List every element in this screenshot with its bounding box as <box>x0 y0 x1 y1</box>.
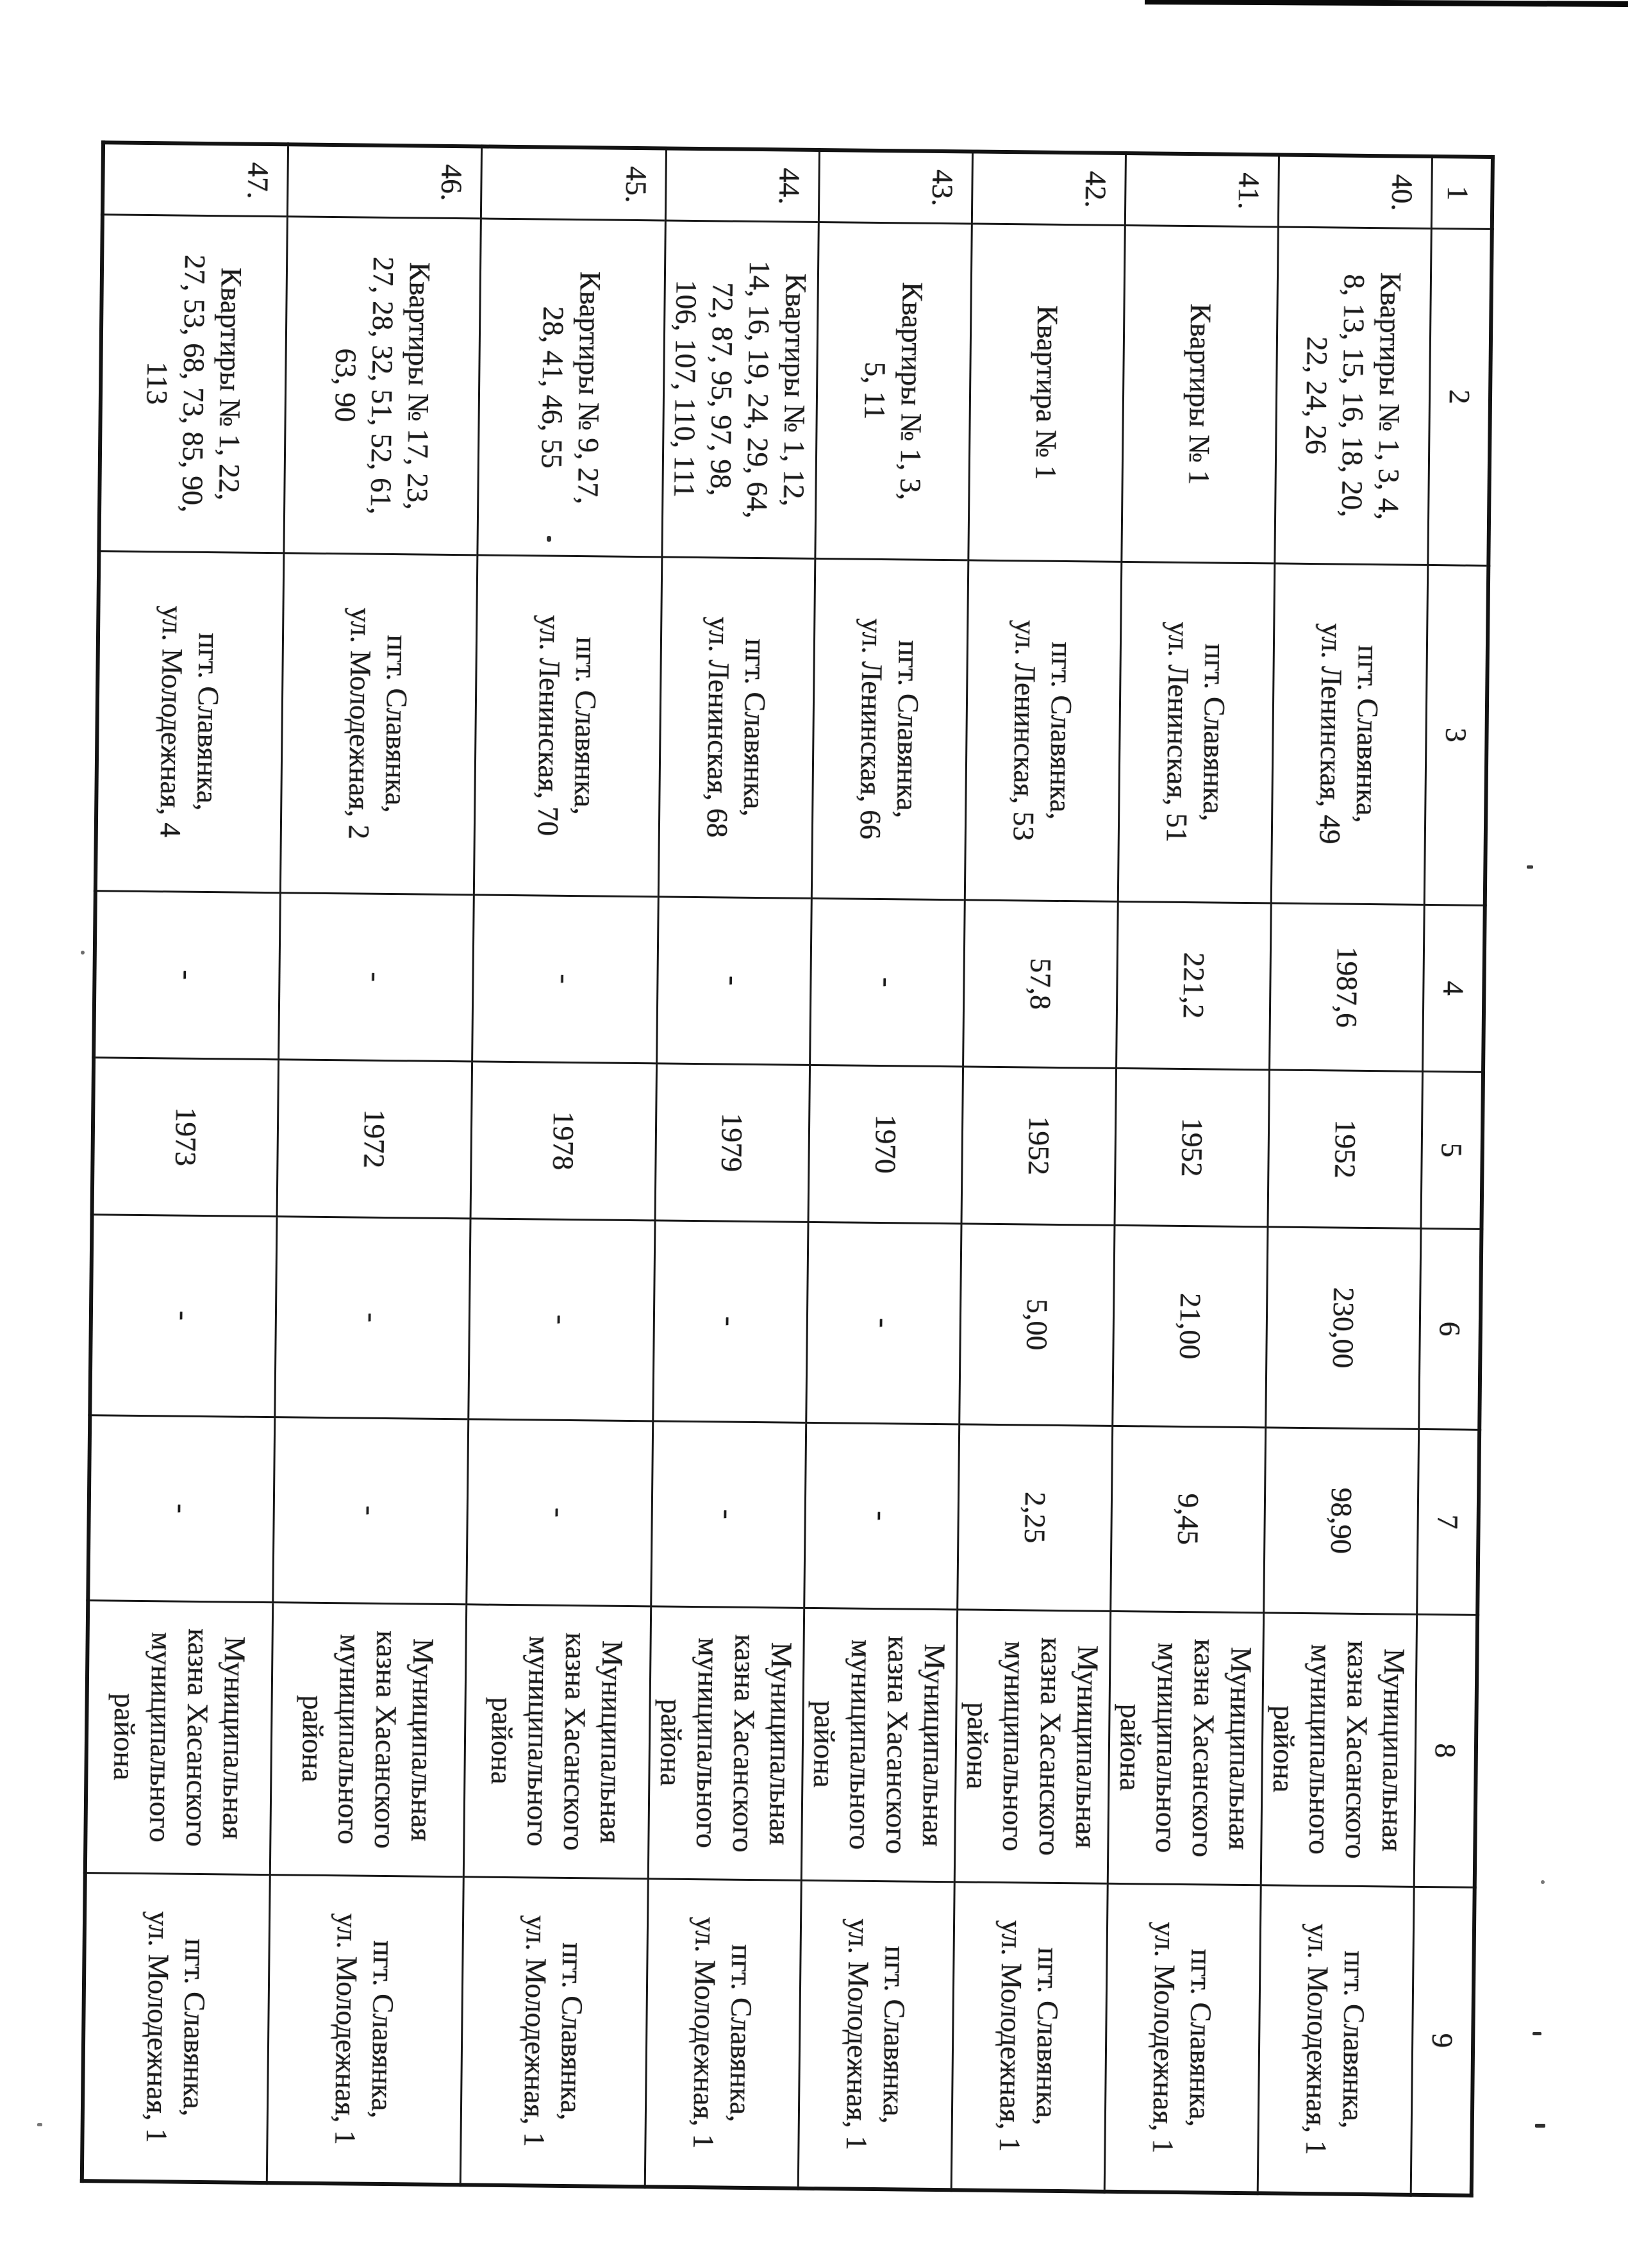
cell: Муниципальная казна Хасанского муниципального района <box>801 1608 958 1881</box>
row-number-cell: 46. <box>287 144 481 218</box>
cell: 230,00 <box>1266 1226 1421 1428</box>
cell: - <box>804 1422 959 1609</box>
column-header: 5 <box>1421 1071 1483 1229</box>
cell: - <box>467 1419 653 1606</box>
cell: Квартира № 1 <box>968 223 1125 561</box>
cell: Квартиры № 1, 3, 5, 11 <box>815 222 972 560</box>
cell: - <box>651 1421 806 1607</box>
cell: - <box>810 898 965 1066</box>
cell: пгт. Славянка, ул. Молодежная, 2 <box>280 553 478 894</box>
cell: пгт. Славянка, ул. Молодежная, 1 <box>267 1874 463 2185</box>
scan-artifact-speck <box>1532 2032 1541 2035</box>
column-header: 7 <box>1417 1429 1479 1615</box>
cell: - <box>273 1417 469 1604</box>
cell: Квартиры № 1 <box>1122 225 1279 563</box>
cell: пгт. Славянка, ул. Молодежная, 1 <box>645 1878 801 2188</box>
column-header: 3 <box>1425 565 1489 905</box>
cell: 221,2 <box>1117 901 1272 1069</box>
cell: Квартиры № 1, 3, 4, 8, 13, 15, 16, 18, 20, 22, 24, 26 <box>1275 226 1432 564</box>
cell: Муниципальная казна Хасанского муниципального района <box>270 1602 466 1876</box>
cell: 21,00 <box>1113 1225 1268 1427</box>
cell: пгт. Славянка, ул. Молодежная, 4 <box>96 551 284 892</box>
cell: пгт. Славянка, ул. Молодежная, 1 <box>798 1880 954 2190</box>
row-number-cell: 40. <box>1279 154 1433 228</box>
table-row <box>82 142 288 2183</box>
row-number-cell: 43. <box>818 150 972 223</box>
cell: 9,45 <box>1111 1426 1266 1612</box>
cell: - <box>275 1216 470 1419</box>
cell: пгт. Славянка, ул. Ленинская, 53 <box>965 560 1122 901</box>
cell: Муниципальная казна Хасанского муниципального района <box>85 1600 272 1874</box>
cell: 57,8 <box>963 899 1118 1067</box>
cell: - <box>90 1214 277 1417</box>
cell: 1970 <box>808 1065 963 1223</box>
scan-artifact-speck <box>1527 865 1533 869</box>
cell: 5,00 <box>959 1223 1115 1425</box>
cell: 1952 <box>961 1066 1117 1224</box>
scan-artifact-speck <box>37 2123 42 2126</box>
table-row <box>645 148 819 2188</box>
cell: - <box>469 1218 655 1421</box>
cell: 1973 <box>92 1057 279 1216</box>
column-header: 9 <box>1411 1887 1475 2196</box>
cell: 98,90 <box>1264 1427 1419 1613</box>
column-header: 2 <box>1428 228 1491 565</box>
column-header: 1 <box>1432 156 1493 229</box>
cell: 1978 <box>470 1061 657 1220</box>
table-row <box>798 150 972 2190</box>
scan-artifact-top-bar <box>1145 0 1628 7</box>
cell: Муниципальная казна Хасанского муниципального района <box>1108 1611 1264 1885</box>
row-number-cell: 44. <box>665 148 819 221</box>
row-number-cell: 45. <box>481 146 666 220</box>
cell: пгт. Славянка, ул. Молодежная, 1 <box>460 1876 648 2187</box>
cell: пгт. Славянка, ул. Молодежная, 1 <box>951 1881 1108 2191</box>
cell: - <box>656 896 811 1064</box>
cell: пгт. Славянка, ул. Ленинская, 66 <box>811 558 968 899</box>
cell: пгт. Славянка, ул. Ленинская, 51 <box>1118 562 1275 903</box>
cell: пгт. Славянка, ул. Молодежная, 1 <box>1258 1885 1415 2194</box>
cell: 1952 <box>1268 1069 1423 1228</box>
rotated-table-sheet <box>96 140 1495 2193</box>
table-row <box>460 146 666 2187</box>
scan-artifact-speck <box>1541 1880 1545 1884</box>
column-header: 6 <box>1419 1228 1481 1430</box>
cell: - <box>94 890 281 1059</box>
cell: пгт. Славянка, ул. Молодежная, 1 <box>82 1872 270 2183</box>
row-number-cell: 41. <box>1125 153 1279 226</box>
cell: - <box>653 1220 808 1422</box>
table-row <box>1104 153 1279 2193</box>
cell: Квартиры № 1, 12, 14, 16, 19, 24, 29, 64, 72, 87, 95, 97, 98, 106, 107, 110, 111 <box>662 220 819 558</box>
property-registry-table <box>80 140 1495 2197</box>
cell: пгт. Славянка, ул. Ленинская, 68 <box>658 556 815 897</box>
scan-artifact-speck <box>1535 2124 1545 2128</box>
cell: - <box>472 894 658 1063</box>
cell: Муниципальная казна Хасанского муниципального района <box>648 1606 804 1880</box>
cell: 1987,6 <box>1270 903 1425 1071</box>
cell: 1979 <box>655 1063 810 1221</box>
cell: Квартиры № 1, 22, 27, 53, 68, 73, 85, 90, 113 <box>99 214 287 553</box>
cell: 2,25 <box>958 1424 1113 1610</box>
cell: - <box>806 1222 961 1424</box>
cell: Квартиры № 9, 27, 28, 41, 46, 55 <box>478 218 665 556</box>
cell: Муниципальная казна Хасанского муниципального района <box>1261 1612 1418 1886</box>
column-header: 8 <box>1415 1614 1477 1887</box>
table-row <box>267 144 481 2185</box>
cell: 1972 <box>277 1059 472 1218</box>
cell: пгт. Славянка, ул. Молодежная, 1 <box>1104 1883 1261 2193</box>
cell: - <box>279 892 474 1061</box>
row-number-cell: 42. <box>972 151 1125 224</box>
cell: пгт. Славянка, ул. Ленинская, 70 <box>474 554 662 896</box>
row-number-cell: 47. <box>103 142 288 216</box>
cell: - <box>88 1415 275 1602</box>
table-row <box>1258 154 1433 2194</box>
cell: пгт. Славянка, ул. Ленинская, 49 <box>1272 563 1429 904</box>
cell: Муниципальная казна Хасанского муниципального района <box>954 1609 1111 1883</box>
cell: Муниципальная казна Хасанского муниципального района <box>463 1604 651 1878</box>
scan-artifact-speck <box>81 951 85 955</box>
cell: Квартиры № 17, 23, 27, 28, 32, 51, 52, 61, 63, 90 <box>284 216 481 554</box>
cell: 1952 <box>1115 1068 1270 1226</box>
column-header: 4 <box>1423 905 1485 1072</box>
table-row <box>951 151 1125 2191</box>
